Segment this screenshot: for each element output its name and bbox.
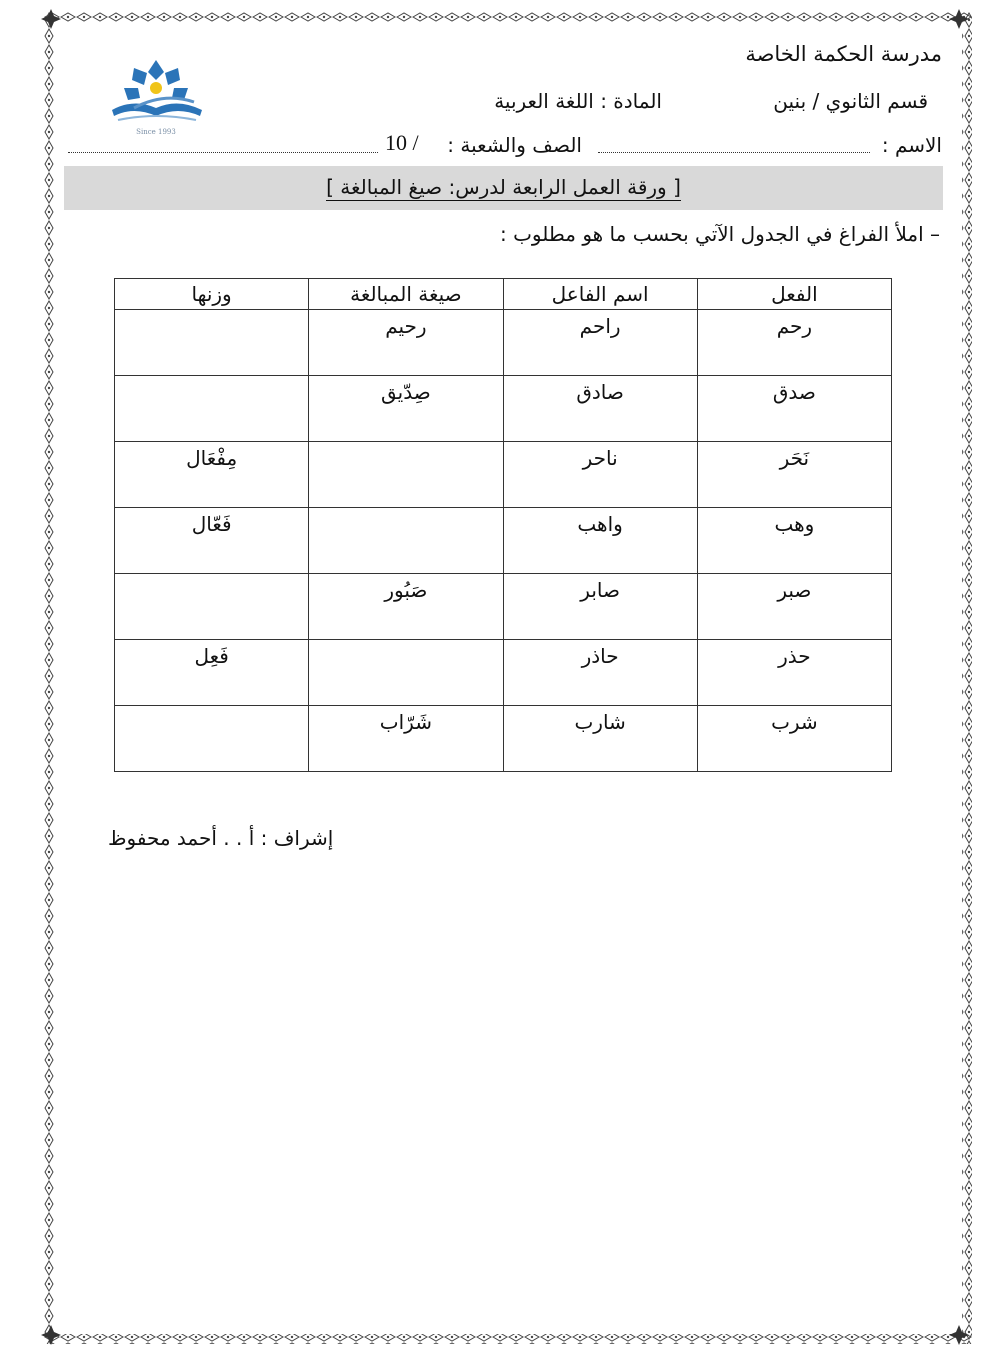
title-bar	[64, 166, 943, 210]
table-cell: حاذر	[503, 640, 697, 706]
table-cell: نَحَر	[697, 442, 891, 508]
table-cell[interactable]	[115, 376, 309, 442]
header-verb: الفعل	[697, 279, 891, 310]
class-field[interactable]	[68, 152, 378, 153]
table-row	[115, 640, 892, 706]
supervisor-signature: إشراف : أ . . أحمد محفوظ	[108, 826, 334, 850]
table-row	[115, 376, 892, 442]
table-cell: صِدّيق	[309, 376, 503, 442]
table-cell: فَعّال	[115, 508, 309, 574]
table-cell: حذر	[697, 640, 891, 706]
corner-ornament-icon	[40, 1324, 62, 1346]
logo-caption: Since 1993	[136, 128, 176, 136]
school-name: مدرسة الحكمة الخاصة	[745, 42, 942, 66]
table-row	[115, 310, 892, 376]
table-row	[115, 574, 892, 640]
table-cell: رحيم	[309, 310, 503, 376]
table-cell[interactable]	[309, 442, 503, 508]
corner-ornament-icon	[948, 8, 970, 30]
table-row	[115, 706, 892, 772]
table-cell: صادق	[503, 376, 697, 442]
table-cell: وهب	[697, 508, 891, 574]
table-cell[interactable]	[309, 640, 503, 706]
department-label: قسم الثانوي / بنين	[773, 89, 928, 113]
header-intensive-form: صيغة المبالغة	[309, 279, 503, 310]
score-label: 10 /	[385, 130, 419, 155]
name-field[interactable]	[598, 152, 870, 153]
table-cell: شارب	[503, 706, 697, 772]
class-label: الصف والشعبة :	[447, 133, 582, 157]
instruction-text: – املأ الفراغ في الجدول الآتي بحسب ما هو مطلوب :	[499, 222, 940, 246]
table-cell: واهب	[503, 508, 697, 574]
corner-ornament-icon	[40, 8, 62, 30]
table-cell: مِفْعَال	[115, 442, 309, 508]
table-cell[interactable]	[115, 706, 309, 772]
table-row	[115, 442, 892, 508]
corner-ornament-icon	[948, 1324, 970, 1346]
header-active-participle: اسم الفاعل	[503, 279, 697, 310]
table-cell[interactable]	[115, 310, 309, 376]
table-cell: صَبُور	[309, 574, 503, 640]
table-cell: ناحر	[503, 442, 697, 508]
table-cell: صدق	[697, 376, 891, 442]
name-label: الاسم :	[881, 133, 942, 157]
table-row	[115, 508, 892, 574]
table-cell: شرب	[697, 706, 891, 772]
table-cell: صابر	[503, 574, 697, 640]
table-cell: صبر	[697, 574, 891, 640]
school-logo	[104, 58, 208, 140]
table-cell: راحم	[503, 310, 697, 376]
header-pattern: وزنها	[115, 279, 309, 310]
table-cell[interactable]	[309, 508, 503, 574]
table-cell: رحم	[697, 310, 891, 376]
exercise-table	[114, 278, 892, 772]
worksheet-title: [ ورقة العمل الرابعة لدرس: صيغ المبالغة ]	[326, 175, 681, 199]
table-cell: شَرّاب	[309, 706, 503, 772]
subject-label: المادة : اللغة العربية	[494, 89, 662, 113]
table-cell: فَعِل	[115, 640, 309, 706]
table-cell[interactable]	[115, 574, 309, 640]
table-header-row	[115, 279, 892, 310]
